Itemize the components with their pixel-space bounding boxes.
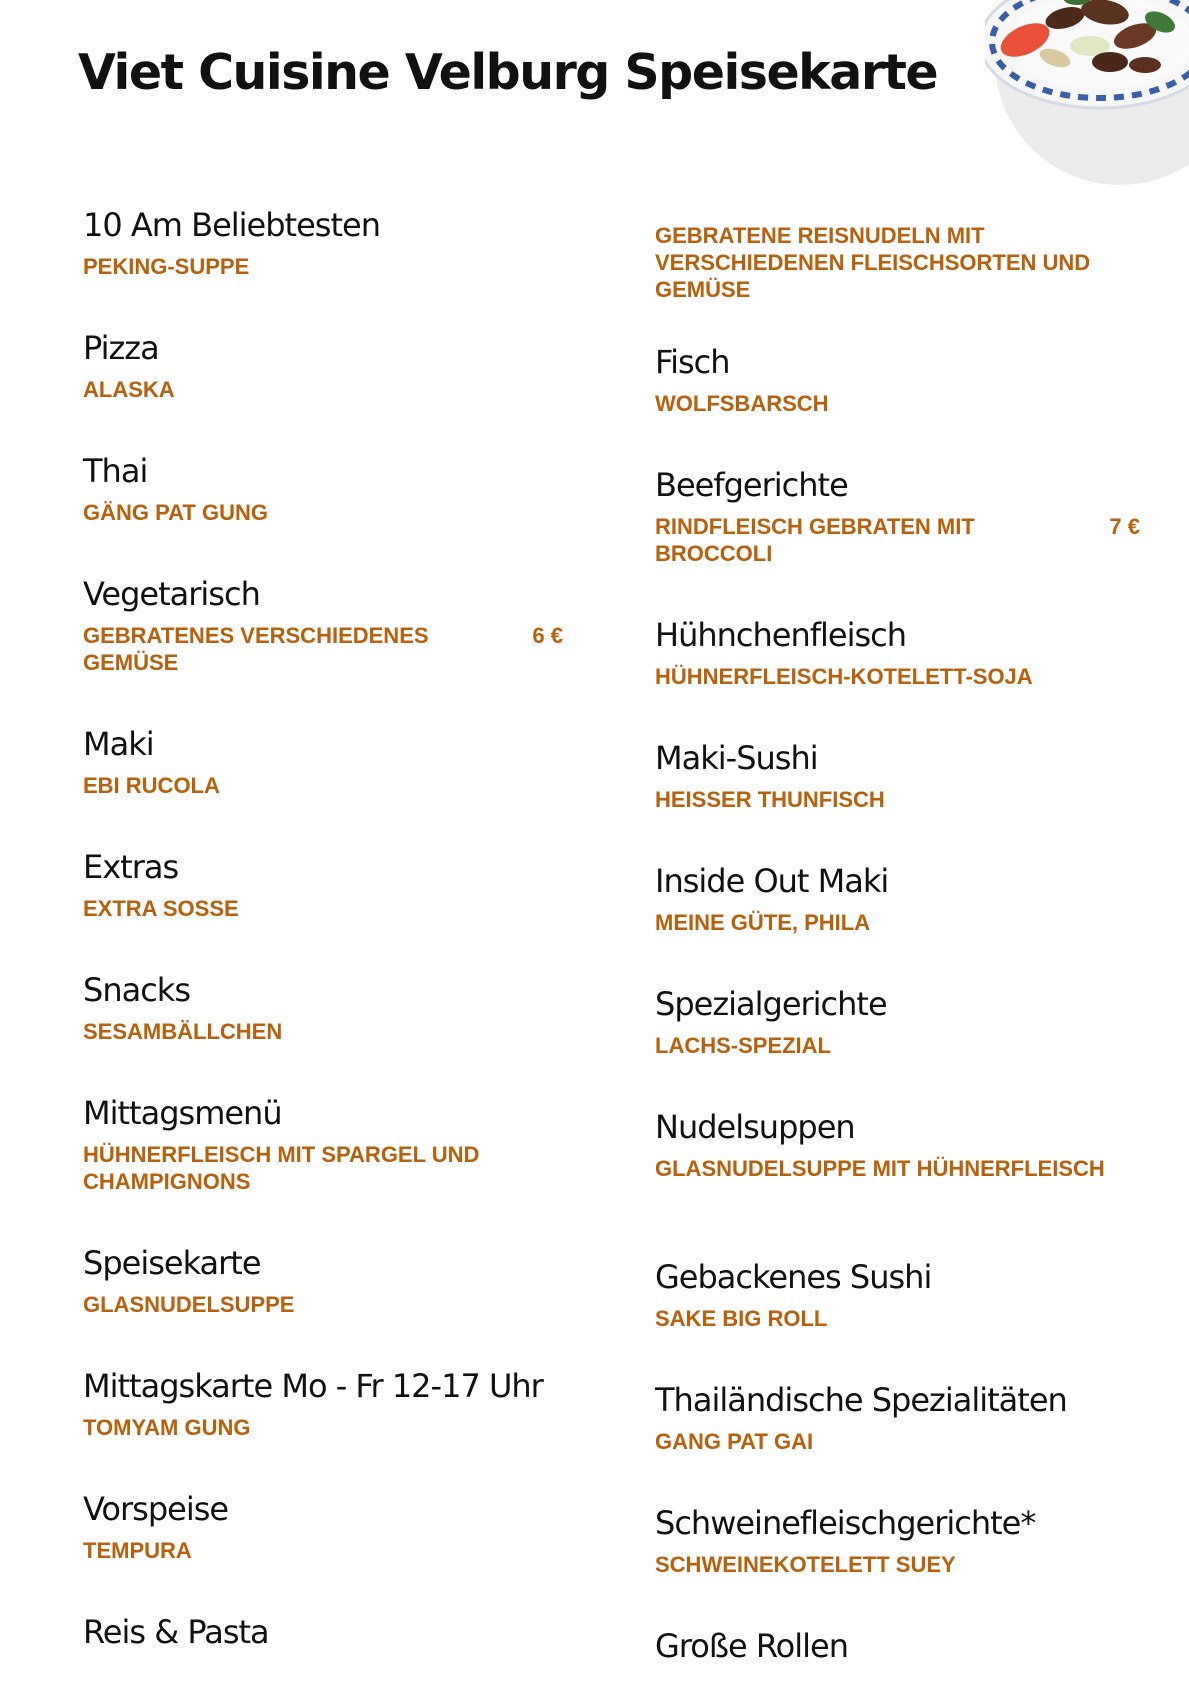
dish-name: WOLFSBARSCH <box>655 391 829 416</box>
menu-section <box>655 342 1140 417</box>
dish-name: LACHS-SPEZIAL <box>655 1033 831 1058</box>
section-title: Nudelsuppen <box>655 1108 855 1146</box>
section-title: Spezialgerichte <box>655 985 887 1023</box>
page-title: Viet Cuisine Velburg Speisekarte <box>78 44 938 101</box>
menu-section <box>83 574 563 676</box>
dish-name: RINDFLEISCH GEBRATEN MIT BROCCOLI <box>655 514 975 566</box>
section-title: Maki-Sushi <box>655 739 818 777</box>
section-title: Extras <box>83 848 179 886</box>
dish-price: 7 € <box>1109 514 1140 539</box>
dish-name: SAKE BIG ROLL <box>655 1306 828 1331</box>
dish-name: HÜHNERFLEISCH-KOTELETT-SOJA <box>655 664 1033 689</box>
menu-section <box>83 1243 563 1318</box>
menu-section <box>655 1626 1140 1666</box>
menu-section <box>83 1489 563 1564</box>
dish-name: HEISSER THUNFISCH <box>655 787 885 812</box>
menu-section <box>655 1380 1140 1455</box>
dish-name: MEINE GÜTE, PHILA <box>655 910 871 935</box>
section-title: Vegetarisch <box>83 575 260 613</box>
dish-name: GEBRATENES VERSCHIEDENES GEMÜSE <box>83 623 429 675</box>
dish-name: ALASKA <box>83 377 175 402</box>
dish-name: EXTRA SOSSE <box>83 896 239 921</box>
section-title: Inside Out Maki <box>655 862 889 900</box>
menu-section <box>655 222 1140 303</box>
dish-name: PEKING-SUPPE <box>83 254 250 279</box>
section-title: Gebackenes Sushi <box>655 1258 932 1296</box>
dish-name: SCHWEINEKOTELETT SUEY <box>655 1552 956 1577</box>
section-title: Schweinefleischgerichte* <box>655 1504 1036 1542</box>
section-title: Vorspeise <box>83 1490 229 1528</box>
section-title: Mittagskarte Mo - Fr 12-17 Uhr <box>83 1367 543 1405</box>
section-title: Mittagsmenü <box>83 1094 282 1132</box>
dish-name: TEMPURA <box>83 1538 192 1563</box>
dish-name: TOMYAM GUNG <box>83 1415 251 1440</box>
dish-price: 6 € <box>532 623 563 648</box>
menu-section <box>655 1503 1140 1578</box>
dish-name: GANG PAT GAI <box>655 1429 814 1454</box>
dish-name: GÄNG PAT GUNG <box>83 500 268 525</box>
dish-name: HÜHNERFLEISCH MIT SPARGEL UND CHAMPIGNONS <box>83 1142 480 1194</box>
menu-section <box>83 1366 563 1441</box>
menu-section <box>83 1612 563 1652</box>
section-title: Pizza <box>83 329 159 367</box>
section-title: Thai <box>83 452 148 490</box>
section-title: Große Rollen <box>655 1627 848 1665</box>
menu-section <box>655 1257 1140 1332</box>
dish-name: GLASNUDELSUPPE <box>83 1292 295 1317</box>
plate-of-stir-fried-beef-icon <box>985 0 1189 195</box>
menu-section <box>655 1107 1140 1182</box>
dish-name: GEBRATENE REISNUDELN MIT VERSCHIEDENEN FLEISCHSORTEN UND GEMÜSE <box>655 223 1091 302</box>
section-title: Hühnchenfleisch <box>655 616 907 654</box>
dish-name: EBI RUCOLA <box>83 773 220 798</box>
section-title: Thailändische Spezialitäten <box>655 1381 1067 1419</box>
menu-section <box>83 724 563 799</box>
menu-section <box>655 465 1140 567</box>
section-title: Fisch <box>655 343 730 381</box>
menu-section <box>83 328 563 403</box>
section-title: Reis & Pasta <box>83 1613 269 1651</box>
menu-section <box>655 861 1140 936</box>
section-title: Speisekarte <box>83 1244 261 1282</box>
menu-section <box>83 847 563 922</box>
menu-section <box>83 451 563 526</box>
menu-section <box>655 738 1140 813</box>
menu-section <box>655 615 1140 690</box>
section-title: Maki <box>83 725 154 763</box>
section-title: Beefgerichte <box>655 466 848 504</box>
dish-name: GLASNUDELSUPPE MIT HÜHNERFLEISCH <box>655 1156 1105 1181</box>
section-title: Snacks <box>83 971 190 1009</box>
section-title: 10 Am Beliebtesten <box>83 206 380 244</box>
menu-section <box>83 970 563 1045</box>
dish-name: SESAMBÄLLCHEN <box>83 1019 283 1044</box>
menu-section <box>655 984 1140 1059</box>
menu-section <box>83 205 563 280</box>
menu-section <box>83 1093 563 1195</box>
